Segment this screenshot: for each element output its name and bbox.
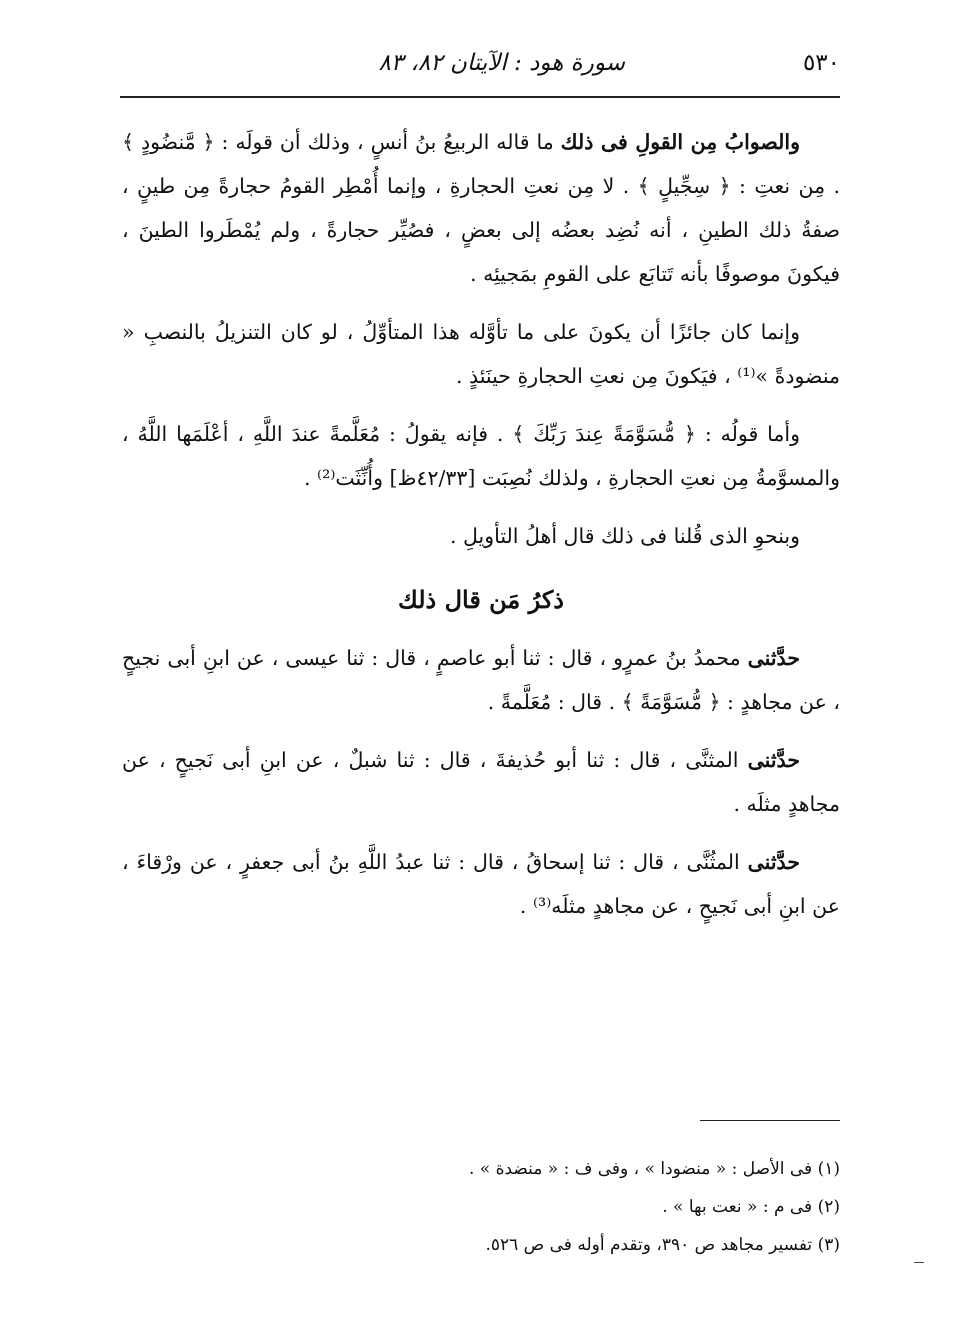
paragraph-text: وأما قولُه : ﴿ مُّسَوَّمَةً عِندَ رَبِّكَ ﴾ . فإنه يقولُ : مُعَلَّمةً عندَ اللَّهِ ، أعْلَمَها اللَّهُ ، والمسوَّمةُ مِن نعتِ الحجارةِ ، ولذلك نُصِبَت [٤٢/٣٣ظ] وأُنِّثَت⁽²⁾ . bbox=[122, 422, 840, 490]
paragraph bbox=[122, 412, 840, 500]
paragraph bbox=[122, 514, 840, 558]
narration-text: المثُنَّى ، قال : ثنا إسحاقُ ، قال : ثنا عبدُ اللَّهِ بنُ أبى جعفرٍ ، عن ورْقاءَ ، عن ابنِ أبى نَجيحٍ ، عن مجاهدٍ مثلَه⁽³⁾ . bbox=[122, 850, 840, 918]
page-header bbox=[120, 40, 840, 98]
paragraph-text: وإنما كان جائزًا أن يكونَ على ما تأوَّله هذا المتأوِّلُ ، لو كان التنزيلُ بالنصبِ « منضودةً »⁽¹⁾ ، فيَكونَ مِن نعتِ الحجارةِ حينَئذٍ . bbox=[122, 320, 840, 388]
narration bbox=[122, 636, 840, 724]
margin-mark bbox=[914, 1262, 924, 1263]
footnote: (١) فى الأصل : « منضودا » ، وفى ف : « منضدة » . bbox=[468, 1159, 840, 1179]
paragraph bbox=[122, 310, 840, 398]
narration-lead: حدَّثنى bbox=[747, 646, 800, 670]
footnote-separator bbox=[700, 1120, 840, 1121]
footnotes bbox=[122, 1150, 840, 1264]
paragraph-lead: والصوابُ مِن القولِ فى ذلك bbox=[560, 130, 801, 154]
narration-lead: حدَّثنى bbox=[747, 850, 800, 874]
narration bbox=[122, 840, 840, 928]
running-title: سورة هود : الآيتان ٨٢، ٨٣ bbox=[378, 50, 625, 76]
paragraph-text: وبنحوِ الذى قُلنا فى ذلك قال أهلُ التأويلِ . bbox=[449, 524, 800, 548]
narration-lead: حدَّثنى bbox=[747, 748, 800, 772]
narration-text: المثنَّى ، قال : ثنا أبو حُذيفةَ ، قال : ثنا شبلٌ ، عن ابنِ أبى نَجيحٍ ، عن مجاهدٍ مثلَه . bbox=[122, 748, 840, 816]
main-text bbox=[122, 120, 840, 942]
narration bbox=[122, 738, 840, 826]
footnote: (٢) فى م : « نعت بها » . bbox=[662, 1197, 840, 1217]
footnote: (٣) تفسير مجاهد ص ٣٩٠، وتقدم أوله فى ص ٥٢٦. bbox=[485, 1235, 840, 1255]
narration-text: محمدُ بنُ عمرٍو ، قال : ثنا أبو عاصمٍ ، قال : ثنا عيسى ، عن ابنِ أبى نجيحٍ ، عن مجاهدٍ : ﴿ مُّسَوَّمَةً ﴾ . قال : مُعَلَّمةً . bbox=[122, 646, 840, 714]
paragraph bbox=[122, 120, 840, 296]
section-heading: ذكرُ مَن قال ذلك bbox=[398, 585, 564, 614]
page-number: ٥٣٠ bbox=[802, 50, 840, 76]
paragraph-text: ما قاله الربيعُ بنُ أنسٍ ، وذلك أن قولَه : ﴿ مَّنضُودٍ ﴾ . مِن نعتِ : ﴿ سِجِّيلٍ ﴾ . لا مِن نعتِ الحجارةِ ، وإنما أُمْطِر القومُ حجارةً مِن طينٍ ، صفةُ ذلك الطينِ ، أنه نُضِد بعضُه إلى بعضٍ ، فصُيِّر حجارةً ، ولم يُمْطَروا الطينَ ، فيكونَ موصوفًا بأنه تَتابَع على القومِ بمَجيئِه . bbox=[122, 130, 840, 286]
